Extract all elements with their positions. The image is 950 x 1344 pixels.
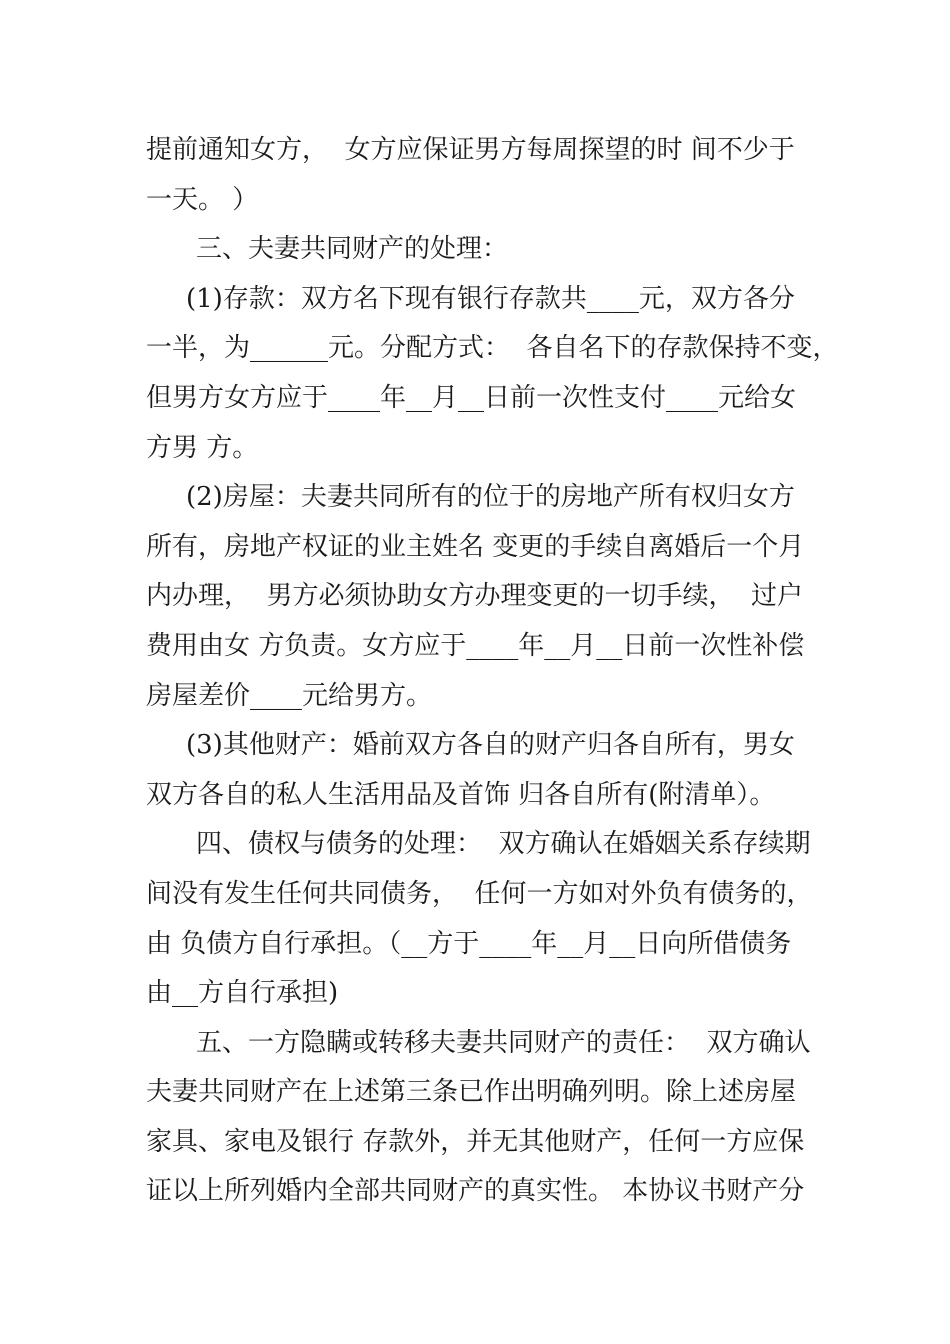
text-line: 所有，房地产权证的业主姓名 变更的手续自离婚后一个月 xyxy=(146,531,805,562)
text-line: 内办理， 男方必须协助女方办理变更的一切手续， 过户 xyxy=(146,581,804,612)
text-line: 方男 方。 xyxy=(146,432,259,463)
text-line: 由 负债方自行承担。（__方于____年__月__日向所借债务 xyxy=(146,928,792,959)
text-line: 由__方自行承担) xyxy=(146,978,339,1009)
text-line: 证以上所列婚内全部共同财产的真实性。 本协议书财产分 xyxy=(146,1176,805,1207)
text-line: 双方各自的私人生活用品及首饰 归各自所有(附清单）。 xyxy=(146,779,776,810)
text-line: 夫妻共同财产在上述第三条已作出明确列明。除上述房屋 xyxy=(146,1077,797,1108)
section-heading: 四、债权与债务的处理： 双方确认在婚姻关系存续期 xyxy=(196,829,811,860)
text-line: 家具、家电及银行 存款外，并无其他财产，任何一方应保 xyxy=(146,1126,805,1157)
text-line: 间没有发生任何共同债务， 任何一方如对外负有债务的， xyxy=(146,878,813,909)
document-body xyxy=(146,126,839,1217)
text-line: 一半，为______元。分配方式： 各自名下的存款保持不变， xyxy=(146,333,839,364)
text-line: (3)其他财产：婚前双方各自的财产归各自所有，男女 xyxy=(186,730,795,761)
text-line: 费用由女 方负责。女方应于____年__月__日前一次性补偿 xyxy=(146,630,805,661)
text-line: 房屋差价____元给男方。 xyxy=(146,680,433,711)
section-heading: 三、夫妻共同财产的处理： xyxy=(196,234,509,265)
section-heading: 五、一方隐瞒或转移夫妻共同财产的责任： 双方确认 xyxy=(196,1027,811,1058)
text-line: 一天。 ） xyxy=(146,184,259,215)
text-line: (2)房屋：夫妻共同所有的位于的房地产所有权归女方 xyxy=(186,482,795,513)
text-line: 但男方女方应于____年__月__日前一次性支付____元给女 xyxy=(146,382,797,413)
text-line: 提前通知女方， 女方应保证男方每周探望的时 间不少于 xyxy=(146,135,795,165)
text-line: (1)存款：双方名下现有银行存款共____元，双方各分 xyxy=(186,283,795,314)
